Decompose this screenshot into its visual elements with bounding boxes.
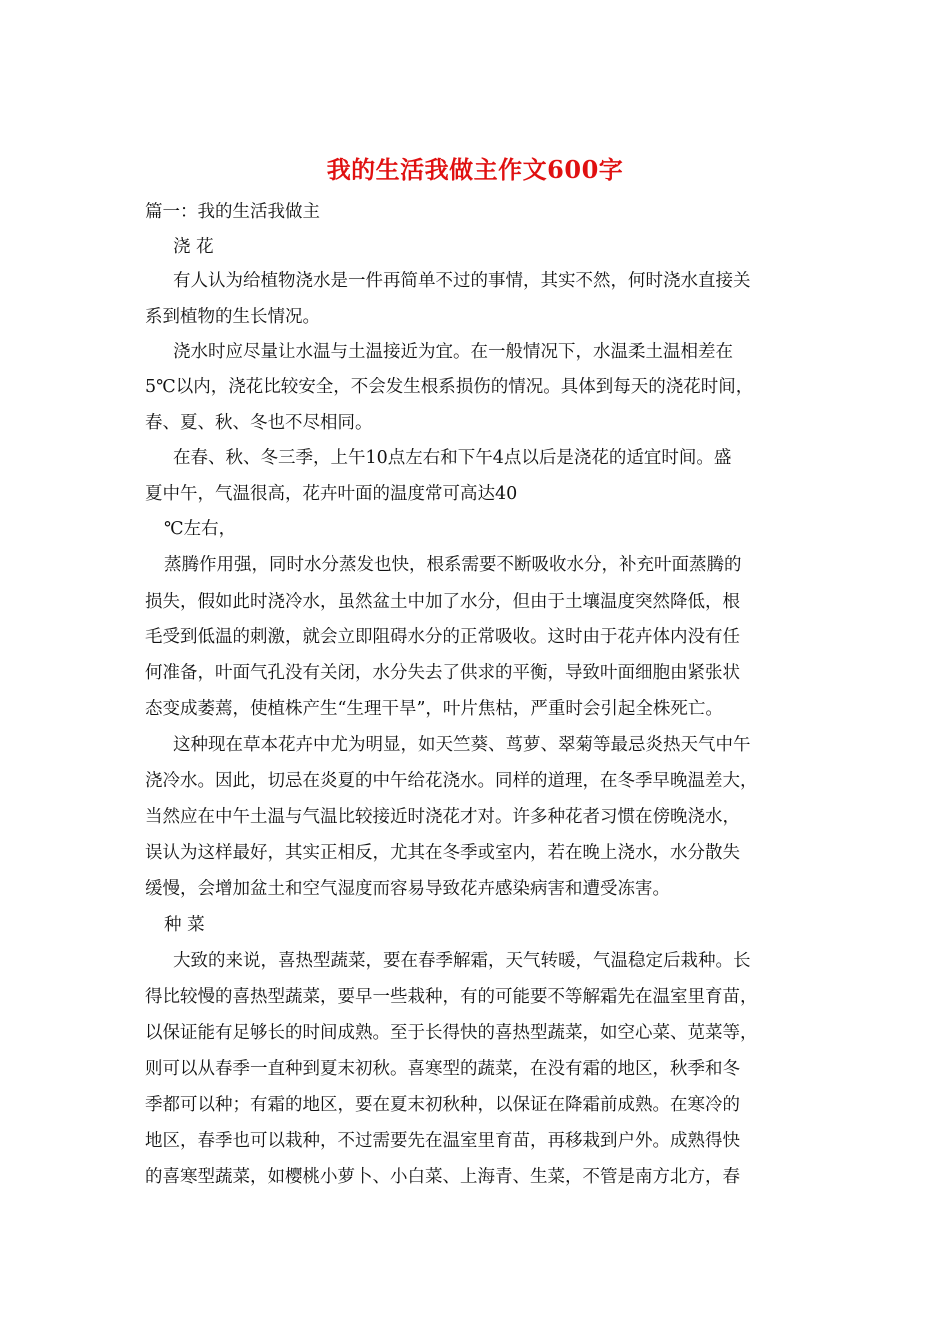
text-line: 以保证能有足够长的时间成熟。至于长得快的喜热型蔬菜，如空心菜、苋菜等， <box>145 1023 758 1043</box>
text-line: 浇冷水。因此，切忌在炎夏的中午给花浇水。同样的道理，在冬季早晚温差大， <box>145 771 758 791</box>
text-line: 春、夏、秋、冬也不尽相同。 <box>145 413 373 433</box>
text-line: 季都可以种；有霜的地区，要在夏末初秋种，以保证在降霜前成熟。在寒冷的 <box>145 1095 740 1115</box>
subheading-watering: 浇 花 <box>173 237 214 257</box>
text-line: 损失，假如此时浇冷水，虽然盆土中加了水分，但由于土壤温度突然降低，根 <box>145 592 740 612</box>
text-line: 毛受到低温的刺激，就会立即阻碍水分的正常吸收。这时由于花卉体内没有任 <box>145 627 740 647</box>
text-line: 何准备，叶面气孔没有关闭，水分失去了供求的平衡，导致叶面细胞由紧张状 <box>145 663 740 683</box>
subheading-vegetables: 种 菜 <box>164 915 205 935</box>
text-line: 当然应在中午土温与气温比较接近时浇花才对。许多种花者习惯在傍晚浇水， <box>145 807 740 827</box>
text-line: 这种现在草本花卉中尤为明显，如天竺葵、茑萝、翠菊等最忌炎热天气中午 <box>173 735 751 755</box>
text-line: 误认为这样最好，其实正相反，尤其在冬季或室内，若在晚上浇水，水分散失 <box>145 843 740 863</box>
text-line: 缓慢，会增加盆土和空气湿度而容易导致花卉感染病害和遭受冻害。 <box>145 879 670 899</box>
text-line: 得比较慢的喜热型蔬菜，要早一些栽种，有的可能要不等解霜先在温室里育苗， <box>145 987 758 1007</box>
text-line: 地区，春季也可以栽种，不过需要先在温室里育苗，再移栽到户外。成熟得快 <box>145 1131 740 1151</box>
document-title: 我的生活我做主作文600字 <box>326 155 624 184</box>
text-line: 蒸腾作用强，同时水分蒸发也快，根系需要不断吸收水分，补充叶面蒸腾的 <box>164 555 742 575</box>
text-line: 夏中午，气温很高，花卉叶面的温度常可高达40 <box>145 484 518 504</box>
text-line: 态变成萎蔫，使植株产生“生理干旱”，叶片焦枯，严重时会引起全株死亡。 <box>145 699 723 719</box>
text-line: 有人认为给植物浇水是一件再简单不过的事情，其实不然，何时浇水直接关 <box>173 271 751 291</box>
text-line: 浇水时应尽量让水温与土温接近为宜。在一般情况下，水温柔土温相差在 <box>173 342 733 362</box>
text-line: 5℃以内，浇花比较安全，不会发生根系损伤的情况。具体到每天的浇花时间， <box>145 377 754 397</box>
text-line: 系到植物的生长情况。 <box>145 307 320 327</box>
text-line: 大致的来说，喜热型蔬菜，要在春季解霜，天气转暖，气温稳定后栽种。长 <box>173 951 751 971</box>
text-line: 在春、秋、冬三季，上午10点左右和下午4点以后是浇花的适宜时间。盛 <box>173 448 732 468</box>
text-line: ℃左右， <box>164 519 237 539</box>
text-line: 则可以从春季一直种到夏末初秋。喜寒型的蔬菜，在没有霜的地区，秋季和冬 <box>145 1059 740 1079</box>
section-heading: 篇一：我的生活我做主 <box>145 202 320 222</box>
text-line: 的喜寒型蔬菜，如樱桃小萝卜、小白菜、上海青、生菜，不管是南方北方，春 <box>145 1167 740 1187</box>
